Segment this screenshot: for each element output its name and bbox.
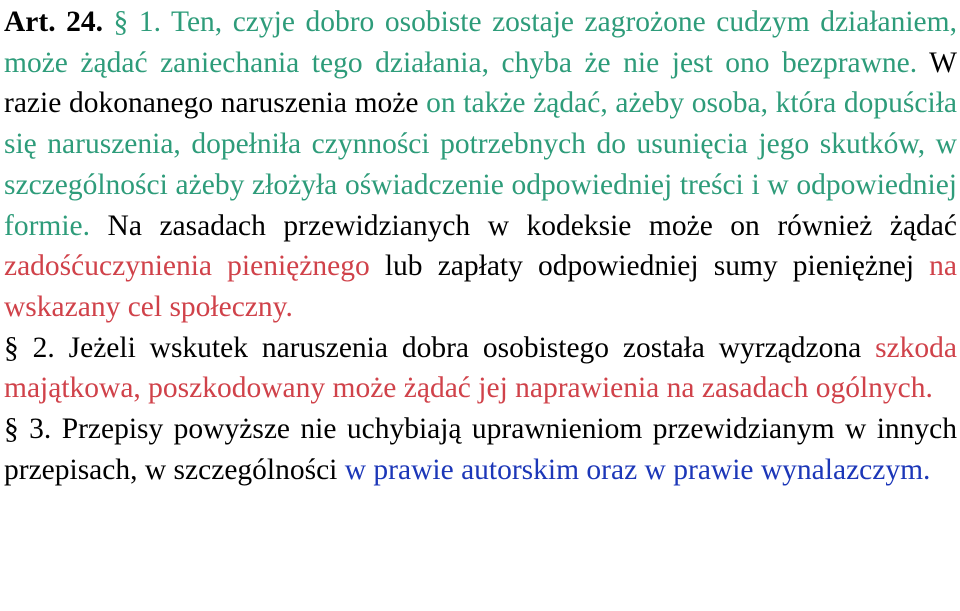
paragraph-1 (4, 2, 957, 328)
section-1-part-5: Na zasadach przewidzianych w kodeksie może on również żądać (90, 209, 957, 242)
section-1-part-4: on także żądać, ażeby osoba, która dopuściła się naruszenia, dopełniła czynności potrzebnych do usunięcia jego skutków, w szczególności ażeby złożyła oświadczenie odpowiedniej treści i w odpowiedniej formie. (4, 87, 957, 242)
section-1-part-6: zadośćuczynienia pieniężnego (4, 250, 370, 283)
section-1-part-8: na wskazany cel społeczny. (4, 250, 958, 323)
paragraph-3 (4, 409, 957, 490)
section-2-part-1: § 2. Jeżeli wskutek naruszenia dobra osobistego została wyrządzona (4, 331, 876, 364)
paragraph-2 (4, 328, 957, 409)
section-3-part-1: § 3. Przepisy powyższe nie uchybiają uprawnieniom przewidzianym w innych przepisach, w szczególności (4, 413, 957, 486)
section-2-part-2: szkoda majątkowa, poszkodowany może żądać jej naprawienia na zasadach ogólnych. (4, 331, 957, 405)
section-3-part-2: w prawie autorskim oraz w prawie wynalazczym. (344, 453, 931, 486)
section-1-part-1: § 1. Ten, czyje dobro osobiste zostaje zagrożone cudzym działaniem, (103, 6, 957, 38)
section-1-part-2: może żądać zaniechania tego działania, chyba że nie jest ono bezprawne. (4, 46, 918, 79)
section-1-part-3: W razie dokonanego naruszenia może (4, 46, 957, 120)
article-label: Art. 24. (4, 6, 104, 38)
section-1-part-7: lub zapłaty odpowiedniej sumy pieniężnej (369, 250, 930, 283)
